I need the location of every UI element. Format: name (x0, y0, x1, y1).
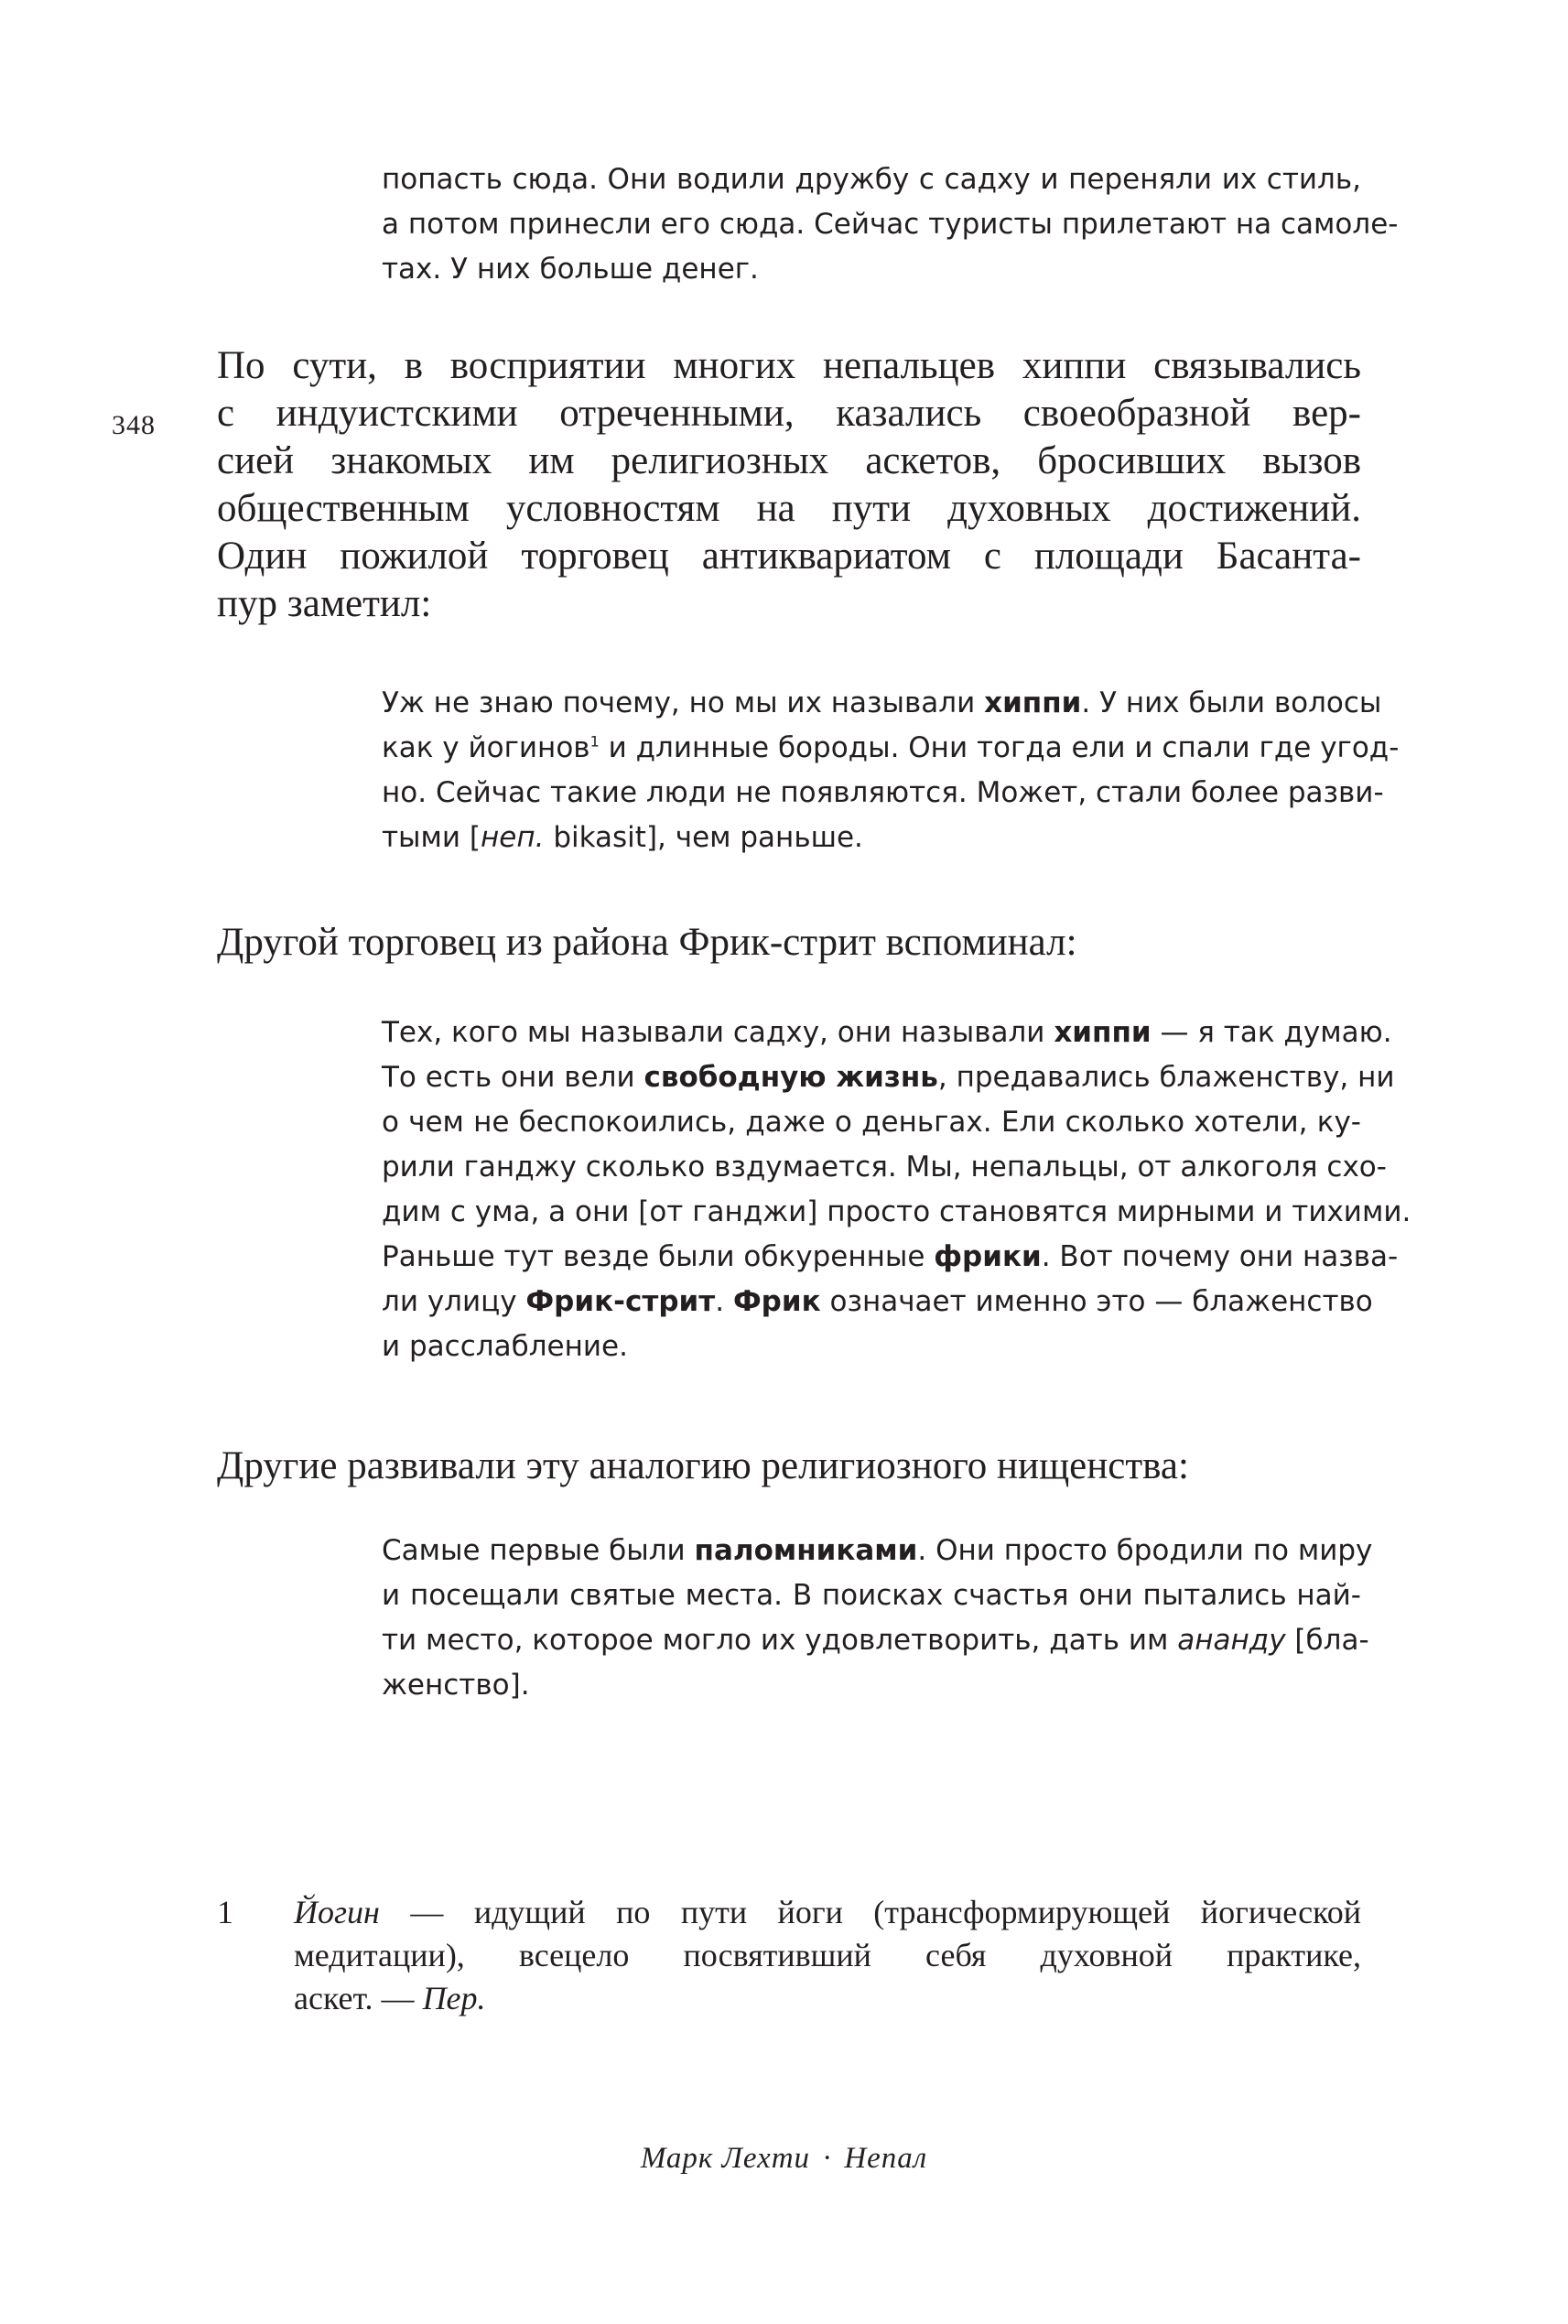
text: ли улицу (382, 1285, 526, 1318)
running-footer (0, 2142, 1568, 2176)
quote-line: а потом принесли его сюда. Сейчас туристы прилетают на самоле- (382, 208, 1399, 241)
text: как у йогинов (382, 731, 590, 764)
quote-line (382, 1618, 1369, 1663)
paragraph-line: с индуистскими отреченными, казались своеобразной вер- (217, 392, 1361, 435)
text: тыми [ (382, 821, 481, 854)
body-paragraph (217, 1443, 1361, 1490)
quote-line: и расслабление. (382, 1330, 628, 1363)
text: ти место, которое могло их удовлетворить, дать им (382, 1624, 1178, 1657)
italic-abbrev: Пер. (422, 1980, 486, 2016)
footnote-ref[interactable]: 1 (589, 732, 600, 751)
text: — я так думаю. (1151, 1016, 1392, 1049)
quote-line: женство]. (382, 1669, 530, 1702)
text: — идущий по пути йоги (трансформирующей йогической (379, 1894, 1361, 1930)
bold-term: свободную жизнь (643, 1061, 938, 1094)
footnote-number: 1 (217, 1894, 233, 1930)
text: bikasit], чем раньше. (544, 821, 863, 854)
paragraph-line: Другие развивали эту аналогию религиозного нищенства: (217, 1444, 1189, 1487)
quote-line: но. Сейчас такие люди не появляются. Может, стали более разви- (382, 776, 1384, 809)
footer-book-title: Непал (844, 2142, 928, 2175)
bold-term: Фрик-стрит (525, 1285, 716, 1318)
quote-line: рили ганджу сколько вздумается. Мы, непальцы, от алкоголя схо- (382, 1151, 1387, 1184)
text: . Они просто бродили по миру (917, 1534, 1373, 1567)
quote-line: попасть сюда. Они водили дружбу с садху и переняли их стиль, (382, 163, 1361, 196)
quote-line (382, 1235, 1399, 1280)
body-paragraph (217, 342, 1361, 628)
text: . Вот почему они назва- (1041, 1240, 1399, 1273)
quote-line (382, 1055, 1395, 1100)
quote-line (382, 681, 1382, 726)
quote-block-antique-dealer (382, 681, 1400, 860)
footer-author: Марк Лехти (640, 2142, 811, 2175)
text: аскет. — (294, 1980, 423, 2016)
bold-term: паломниками (694, 1534, 918, 1567)
quote-line (382, 1011, 1392, 1055)
text: [бла- (1285, 1624, 1369, 1657)
quote-line: и посещали святые места. В поисках счастья они пытались най- (382, 1579, 1361, 1612)
page-number: 348 (112, 410, 156, 440)
paragraph-line: Один пожилой торговец антиквариатом с площади Басанта- (217, 535, 1361, 578)
quote-line (382, 1280, 1373, 1324)
paragraph-line: сией знакомых им религиозных аскетов, бросивших вызов (217, 439, 1361, 482)
text: означает именно это — блаженство (820, 1285, 1373, 1318)
text: Самые первые были (382, 1534, 695, 1567)
paragraph-line: общественным условностям на пути духовных достижений. (217, 487, 1361, 530)
text: То есть они вели (382, 1061, 644, 1094)
italic-term: ананду (1177, 1624, 1286, 1657)
quote-line: тах. У них больше денег. (382, 253, 759, 286)
text: Тех, кого мы называли садху, они называли (382, 1016, 1054, 1049)
quote-line (382, 1529, 1373, 1573)
text: . (715, 1285, 733, 1318)
footnote-line (294, 1977, 1361, 2020)
quote-line: дим с ума, а они [от ганджи] просто становятся мирными и тихими. (382, 1195, 1411, 1228)
footer-separator: · (823, 2142, 832, 2175)
quote-line (382, 726, 1400, 771)
body-paragraph (217, 919, 1361, 967)
quote-block-freak-street (382, 1011, 1411, 1369)
text: Уж не знаю почему, но мы их называли (382, 686, 985, 719)
footnote-line (294, 1891, 1361, 1934)
quote-block-continuation (382, 157, 1399, 292)
bold-term: Фрик (732, 1285, 821, 1318)
italic-abbrev: неп. (481, 821, 545, 854)
footnote-line: медитации), всецело посвятивший себя духовной практике, (294, 1937, 1361, 1973)
paragraph-line: пур заметил: (217, 582, 432, 625)
bold-term: хиппи (1054, 1016, 1152, 1049)
text: Раньше тут везде были обкуренные (382, 1240, 935, 1273)
quote-line (382, 816, 1361, 860)
quote-line: о чем не беспокоились, даже о деньгах. Ели сколько хотели, ку- (382, 1106, 1361, 1139)
footnote-text (294, 1891, 1361, 2020)
bold-term: хиппи (984, 686, 1082, 719)
text: . У них были волосы (1081, 686, 1382, 719)
bold-term: фрики (934, 1240, 1042, 1273)
italic-term: Йогин (294, 1894, 380, 1930)
quote-block-pilgrims (382, 1529, 1373, 1708)
text: , предавались блаженству, ни (937, 1061, 1395, 1094)
text: и длинные бороды. Они тогда ели и спали где угод- (599, 731, 1400, 764)
paragraph-line: По сути, в восприятии многих непальцев хиппи связывались (217, 344, 1361, 387)
paragraph-line: Другой торговец из района Фрик-стрит вспоминал: (217, 921, 1077, 964)
